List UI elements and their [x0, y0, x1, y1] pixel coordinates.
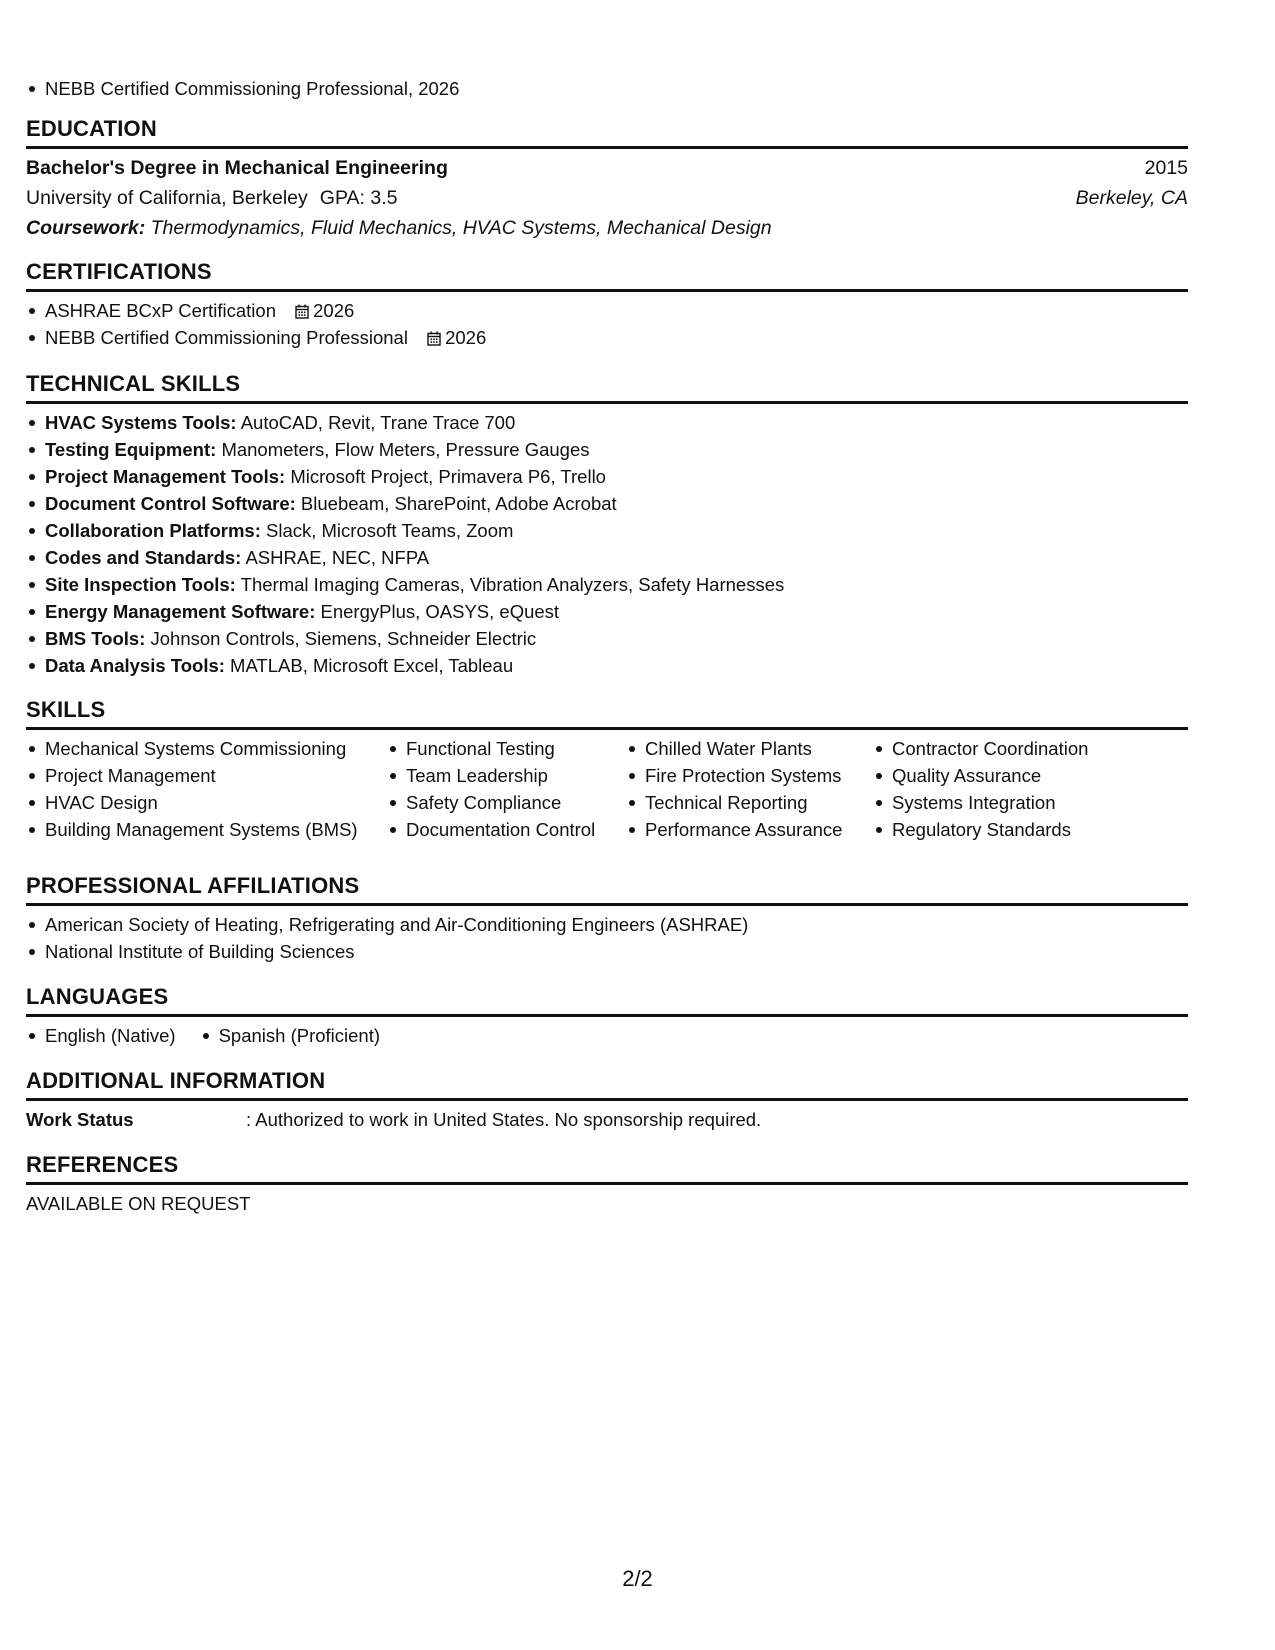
skills-section [26, 697, 1188, 843]
list-item: Quality Assurance [873, 762, 1133, 789]
section-title: TECHNICAL SKILLS [26, 371, 1188, 404]
list-item: Systems Integration [873, 789, 1133, 816]
skill-category: Site Inspection Tools: [45, 574, 236, 595]
list-item [26, 571, 1188, 598]
skill-values: Bluebeam, SharePoint, Adobe Acrobat [300, 493, 617, 514]
list-item: Documentation Control [387, 816, 626, 843]
skills-column [387, 735, 626, 843]
skill-values: EnergyPlus, OASYS, eQuest [320, 601, 560, 622]
technical-skills-section [26, 371, 1188, 679]
section-title: EDUCATION [26, 116, 1188, 149]
list-item [26, 517, 1188, 544]
skill-values: Manometers, Flow Meters, Pressure Gauges [221, 439, 590, 460]
additional-info-section [26, 1068, 1188, 1133]
section-title: PROFESSIONAL AFFILIATIONS [26, 873, 1188, 906]
skill-values: Microsoft Project, Primavera P6, Trello [290, 466, 606, 487]
list-item: Mechanical Systems Commissioning [26, 735, 387, 762]
skill-values: Slack, Microsoft Teams, Zoom [266, 520, 514, 541]
skills-column [26, 735, 387, 843]
section-title: LANGUAGES [26, 984, 1188, 1017]
work-status-label: Work Status [26, 1109, 134, 1130]
certification-date: 2026 [313, 300, 355, 321]
list-item: English (Native) [26, 1022, 176, 1049]
list-item: Project Management [26, 762, 387, 789]
education-section [26, 116, 1188, 243]
list-item: National Institute of Building Sciences [26, 938, 1188, 965]
skills-column [626, 735, 873, 843]
list-item: Technical Reporting [626, 789, 873, 816]
list-item: Safety Compliance [387, 789, 626, 816]
certifications-section [26, 259, 1188, 351]
list-item: HVAC Design [26, 789, 387, 816]
list-item: Spanish (Proficient) [200, 1022, 380, 1049]
skill-category: Document Control Software: [45, 493, 296, 514]
certification-name: NEBB Certified Commissioning Professional [45, 327, 408, 348]
skill-values: MATLAB, Microsoft Excel, Tableau [230, 655, 514, 676]
list-item [26, 409, 1188, 436]
section-title: SKILLS [26, 697, 1188, 730]
list-item: Building Management Systems (BMS) [26, 816, 387, 843]
degree-title: Bachelor's Degree in Mechanical Engineering [26, 157, 448, 179]
skill-values: ASHRAE, NEC, NFPA [245, 547, 430, 568]
list-item: Fire Protection Systems [626, 762, 873, 789]
section-title: CERTIFICATIONS [26, 259, 1188, 292]
calendar-icon [295, 304, 309, 319]
technical-skills-list [26, 409, 1188, 679]
coursework [26, 213, 1188, 243]
skill-values: Johnson Controls, Siemens, Schneider Electric [150, 628, 537, 649]
skill-category: Energy Management Software: [45, 601, 316, 622]
school-line [26, 183, 397, 213]
list-item [26, 463, 1188, 490]
references-text: AVAILABLE ON REQUEST [26, 1193, 251, 1214]
certification-name: ASHRAE BCxP Certification [45, 300, 276, 321]
skill-category: BMS Tools: [45, 628, 146, 649]
calendar-icon [427, 331, 441, 346]
list-item: Functional Testing [387, 735, 626, 762]
coursework-list: Thermodynamics, Fluid Mechanics, HVAC Systems, Mechanical Design [150, 217, 772, 239]
section-title: ADDITIONAL INFORMATION [26, 1068, 1188, 1101]
list-item [26, 598, 1188, 625]
carryover-list [26, 75, 459, 102]
skill-category: Testing Equipment: [45, 439, 217, 460]
page-number: 2/2 [622, 1566, 653, 1591]
list-item: Performance Assurance [626, 816, 873, 843]
section-title: REFERENCES [26, 1152, 1188, 1185]
work-status-value: : Authorized to work in United States. No sponsorship required. [246, 1109, 762, 1130]
list-item [26, 652, 1188, 679]
list-item: NEBB Certified Commissioning Professional, 2026 [26, 75, 459, 102]
skills-column [873, 735, 1133, 843]
skill-category: Codes and Standards: [45, 547, 242, 568]
skill-category: Data Analysis Tools: [45, 655, 225, 676]
list-item: Contractor Coordination [873, 735, 1133, 762]
gpa: GPA: 3.5 [319, 187, 398, 209]
skill-category: HVAC Systems Tools: [45, 412, 237, 433]
list-item: American Society of Heating, Refrigerating and Air-Conditioning Engineers (ASHRAE) [26, 911, 1188, 938]
coursework-label: Coursework: [26, 217, 146, 239]
certification-item [26, 324, 1188, 351]
skill-category: Collaboration Platforms: [45, 520, 261, 541]
degree-year: 2015 [1144, 157, 1188, 179]
list-item [26, 625, 1188, 652]
list-item [26, 436, 1188, 463]
affiliations-section [26, 873, 1188, 965]
languages-section [26, 984, 1188, 1049]
list-item: Team Leadership [387, 762, 626, 789]
references-section [26, 1152, 1188, 1217]
school-location: Berkeley, CA [1075, 187, 1188, 209]
skill-values: Thermal Imaging Cameras, Vibration Analyzers, Safety Harnesses [240, 574, 785, 595]
list-item: Regulatory Standards [873, 816, 1133, 843]
skill-values: AutoCAD, Revit, Trane Trace 700 [240, 412, 516, 433]
certification-date: 2026 [445, 327, 487, 348]
list-item [26, 490, 1188, 517]
certification-item [26, 297, 1188, 324]
skill-category: Project Management Tools: [45, 466, 286, 487]
school-name: University of California, Berkeley [26, 187, 308, 209]
list-item: Chilled Water Plants [626, 735, 873, 762]
list-item [26, 544, 1188, 571]
